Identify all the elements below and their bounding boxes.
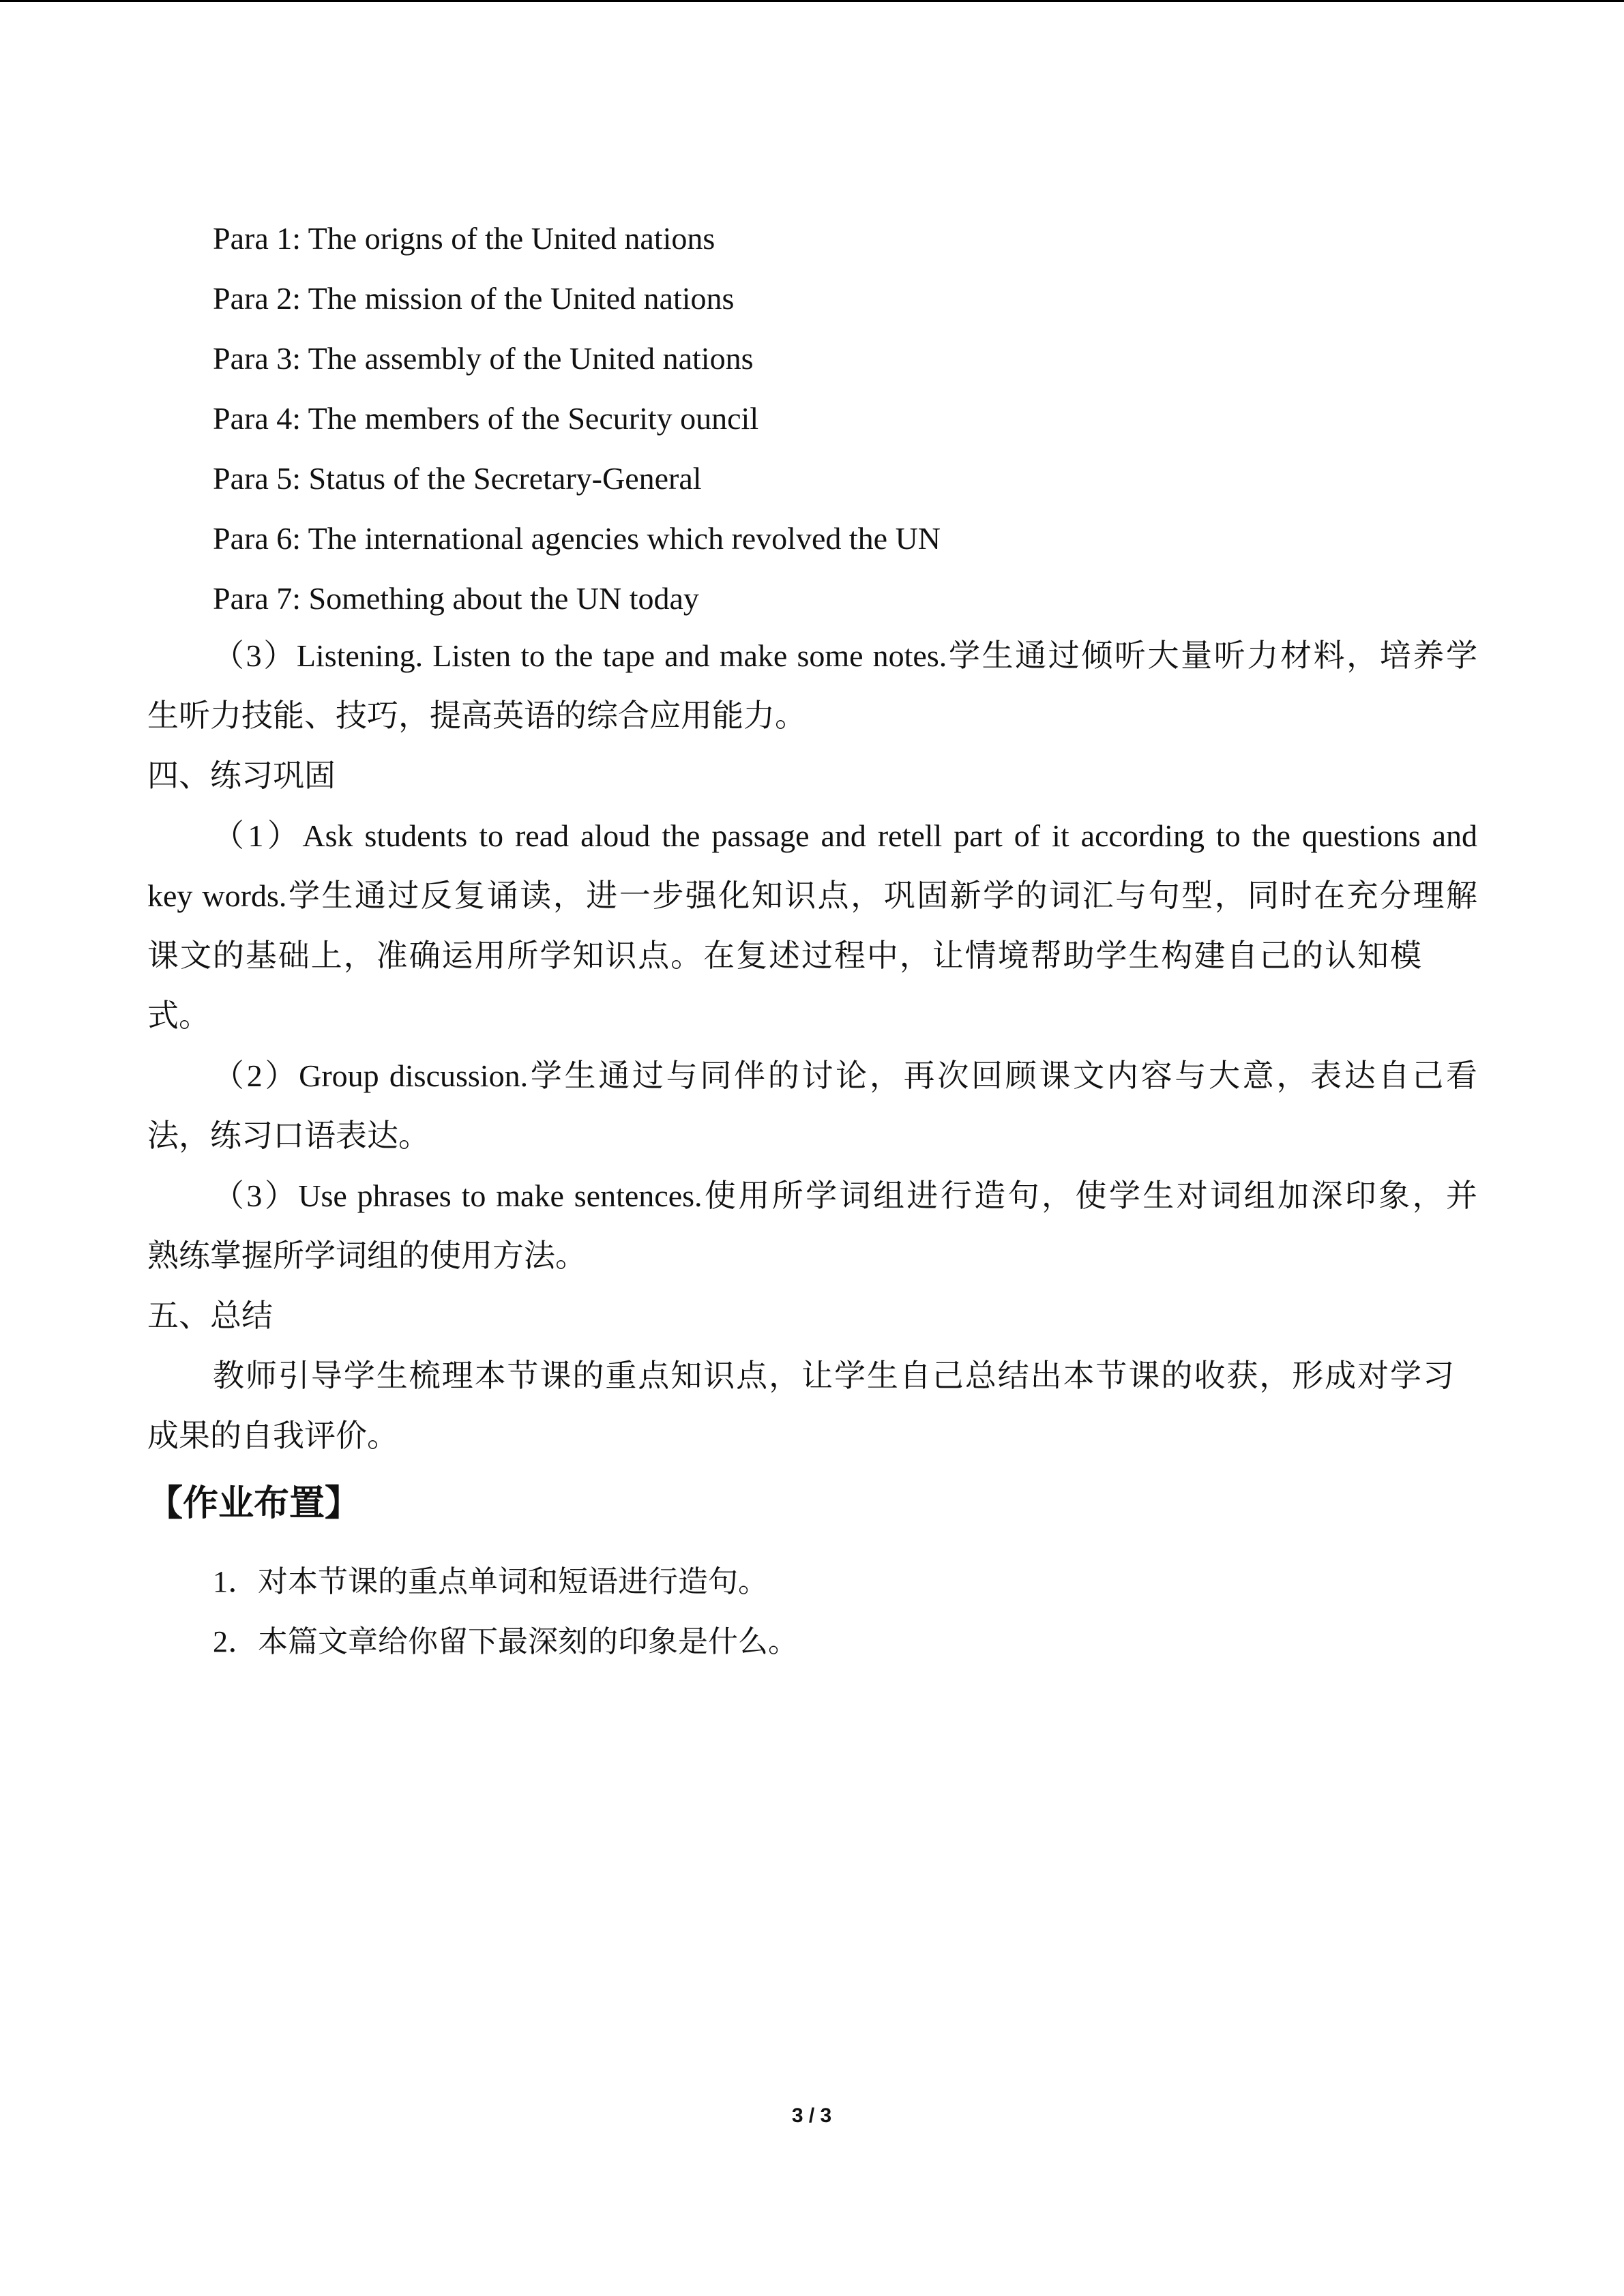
homework-item-1: 1．对本节课的重点单词和短语进行造句。: [213, 1565, 768, 1598]
homework-heading: 【作业布置】: [147, 1483, 361, 1524]
listening-line-2: 生听力技能、技巧，提高英语的综合应用能力。: [147, 698, 806, 733]
listening-line-1: （3）Listening. Listen to the tape and make some notes.学生通过倾听大量听力材料，培养学: [213, 638, 1477, 673]
para-outline-7: Para 7: Something about the UN today: [213, 581, 699, 616]
summary-line-1: 教师引导学生梳理本节课的重点知识点，让学生自己总结出本节课的收获，形成对学习: [213, 1358, 1454, 1393]
homework-item-2: 2．本篇文章给你留下最深刻的印象是什么。: [213, 1625, 798, 1658]
practice-1-line-2: key words.学生通过反复诵读，进一步强化知识点，巩固新学的词汇与句型，同时在充分理解: [147, 878, 1477, 913]
summary-line-2: 成果的自我评价。: [147, 1418, 398, 1453]
practice-1-line-1: （1）Ask students to read aloud the passage and retell part of it according to the questions and: [213, 818, 1477, 853]
section-5-heading: 五、总结: [147, 1298, 273, 1333]
section-4-heading: 四、练习巩固: [147, 758, 336, 793]
practice-3-line-1: （3）Use phrases to make sentences.使用所学词组进行造句，使学生对词组加深印象，并: [213, 1178, 1477, 1213]
para-outline-3: Para 3: The assembly of the United nations: [213, 341, 754, 376]
page-number: 3 / 3: [791, 2104, 832, 2127]
para-outline-4: Para 4: The members of the Security ouncil: [213, 401, 759, 436]
para-outline-2: Para 2: The mission of the United nations: [213, 281, 735, 316]
practice-3-line-2: 熟练掌握所学词组的使用方法。: [147, 1238, 587, 1273]
para-outline-5: Para 5: Status of the Secretary-General: [213, 461, 702, 496]
para-outline-6: Para 6: The international agencies which revolved the UN: [213, 521, 941, 556]
practice-2-line-1: （2）Group discussion.学生通过与同伴的讨论，再次回顾课文内容与大意，表达自己看: [213, 1058, 1477, 1093]
practice-2-line-2: 法，练习口语表达。: [147, 1118, 430, 1153]
practice-1-line-3: 课文的基础上，准确运用所学知识点。在复述过程中，让情境帮助学生构建自己的认知模: [147, 938, 1421, 973]
para-outline-1: Para 1: The origns of the United nations: [213, 221, 715, 256]
practice-1-line-4: 式。: [147, 998, 210, 1033]
